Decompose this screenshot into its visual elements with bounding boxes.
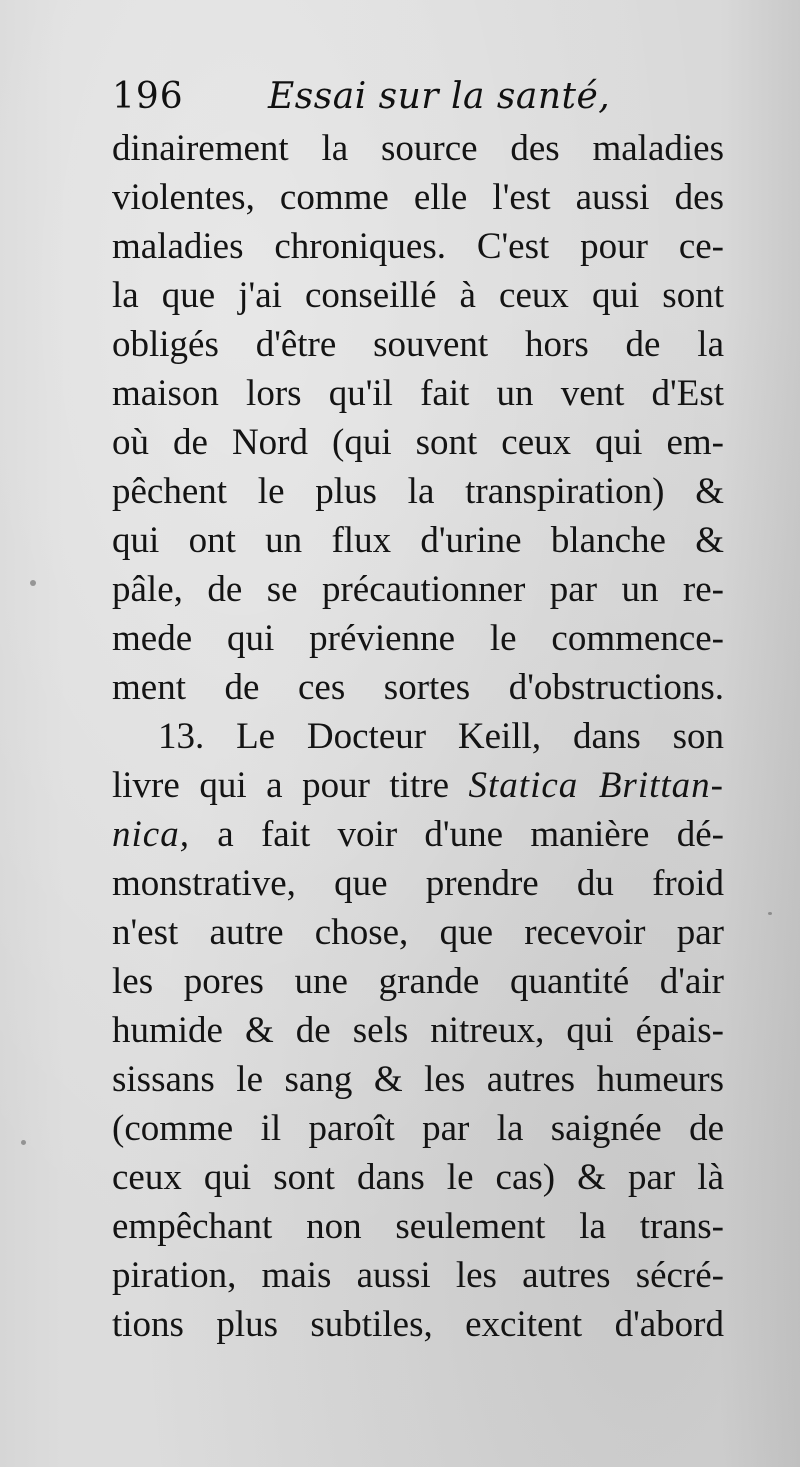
text-line: obligés d'être souvent hors de la	[112, 324, 724, 365]
text-line: ceux qui sont dans le cas) & par là	[112, 1157, 724, 1198]
paper-speck	[768, 912, 772, 915]
book-title-italic: nica,	[112, 814, 190, 855]
text-line: monstrative, que prendre du froid	[112, 863, 724, 904]
page-number: 196	[112, 76, 184, 117]
text-run: a fait voir d'une manière dé-	[189, 814, 724, 855]
text-line: ment de ces sortes d'obstructions.	[112, 667, 724, 708]
text-line: n'est autre chose, que recevoir par	[112, 912, 724, 953]
text-line: sissans le sang & les autres humeurs	[112, 1059, 724, 1100]
text-line: mede qui prévienne le commence-	[112, 618, 724, 659]
text-line: dinairement la source des maladies	[112, 128, 724, 169]
text-line: maison lors qu'il fait un vent d'Est	[112, 373, 724, 414]
text-line	[112, 761, 724, 810]
text-line: empêchant non seulement la trans-	[112, 1206, 724, 1247]
paper-speck	[30, 580, 36, 586]
text-run: 13. Le Docteur Keill, dans son	[158, 716, 724, 757]
text-line: pêchent le plus la transpiration) &	[112, 471, 724, 512]
book-title-italic: Statica Brittan-	[468, 765, 724, 806]
text-line: violentes, comme elle l'est aussi des	[112, 177, 724, 218]
running-title: Essai sur la santé,	[268, 76, 611, 117]
text-line: maladies chroniques. C'est pour ce-	[112, 226, 724, 267]
text-line: pâle, de se précautionner par un re-	[112, 569, 724, 610]
text-line: humide & de sels nitreux, qui épais-	[112, 1010, 724, 1051]
text-run: livre qui a pour titre	[112, 765, 469, 806]
body-text	[112, 124, 724, 1349]
page-header	[112, 72, 732, 132]
text-line: qui ont un flux d'urine blanche &	[112, 520, 724, 561]
text-line	[112, 810, 724, 859]
text-line: piration, mais aussi les autres sécré-	[112, 1255, 724, 1296]
text-line: les pores une grande quantité d'air	[112, 961, 724, 1002]
paragraph-start-line	[112, 712, 724, 761]
text-line: où de Nord (qui sont ceux qui em-	[112, 422, 724, 463]
paper-speck	[21, 1140, 26, 1145]
text-line: tions plus subtiles, excitent d'abord	[112, 1304, 724, 1345]
text-line: (comme il paroît par la saignée de	[112, 1108, 724, 1149]
text-line: la que j'ai conseillé à ceux qui sont	[112, 275, 724, 316]
